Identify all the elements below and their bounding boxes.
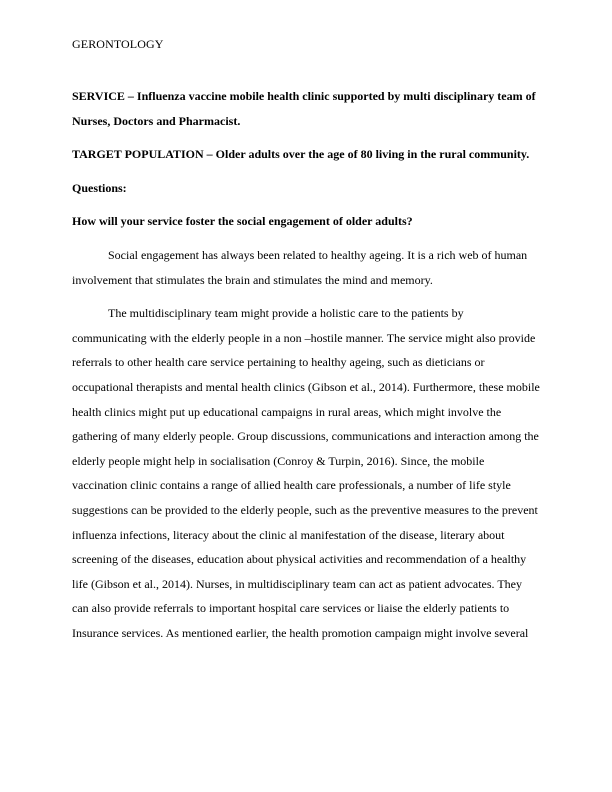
paragraph-line: referrals to other health care service pertaining to healthy ageing, such as dieticians or [72, 355, 485, 370]
paragraph-line: communicating with the elderly people in a non –hostile manner. The service might also provide [72, 330, 536, 345]
paragraph-line: life (Gibson et al., 2014). Nurses, in multidisciplinary team can act as patient advocates. They [72, 576, 522, 591]
paragraph-line: can also provide referrals to important hospital care services or liaise the elderly patients to [72, 601, 510, 616]
paragraph-line: health clinics might put up educational campaigns in rural areas, which might involve the [72, 404, 502, 419]
paragraph-multidisciplinary-team [72, 301, 542, 645]
paragraph-line: screening of the diseases, education about physical activities and recommendation of a healthy [72, 552, 527, 567]
service-line: Nurses, Doctors and Pharmacist. [72, 113, 241, 128]
paragraph-line: gathering of many elderly people. Group discussions, communications and interaction among the [72, 429, 539, 444]
paragraph-line: suggestions can be provided to the elderly people, such as the preventive measures to the prevent [72, 502, 538, 517]
paragraph-line: vaccination clinic contains a range of allied health care professionals, a number of life style [72, 478, 511, 493]
paragraph-line: occupational therapists and mental health clinics (Gibson et al., 2014). Furthermore, these mobile [72, 379, 540, 394]
paragraph-line: elderly people might help in socialisation (Conroy & Turpin, 2016). Since, the mobile [72, 453, 485, 468]
service-statement [72, 84, 542, 133]
questions-heading-text: Questions: [72, 180, 127, 195]
paragraph-line: Insurance services. As mentioned earlier, the health promotion campaign might involve several [72, 625, 529, 640]
target-population-line: TARGET POPULATION – Older adults over the age of 80 living in the rural community. [72, 147, 530, 162]
paragraph-line: influenza infections, literacy about the clinic al manifestation of the disease, literary about [72, 527, 505, 542]
service-line: SERVICE – Influenza vaccine mobile health clinic supported by multi disciplinary team of [72, 89, 536, 103]
running-head: GERONTOLOGY [72, 37, 164, 51]
paragraph-line: The multidisciplinary team might provide a holistic care to the patients by [108, 306, 464, 321]
questions-heading [72, 176, 542, 201]
paragraph-line: Social engagement has always been related to healthy ageing. It is a rich web of human [108, 247, 528, 262]
target-population-statement [72, 142, 542, 167]
paragraph-line: involvement that stimulates the brain and stimulates the mind and memory. [72, 272, 433, 287]
paragraph-social-engagement [72, 243, 542, 292]
question-heading [72, 209, 542, 234]
document-body [72, 84, 542, 654]
question-text: How will your service foster the social engagement of older adults? [72, 214, 413, 229]
